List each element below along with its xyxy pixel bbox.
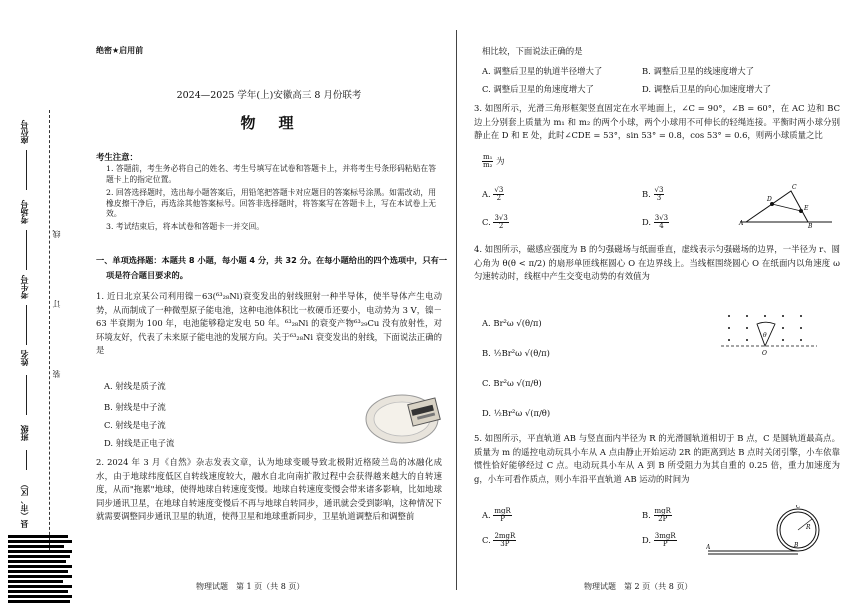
q5-option-c: C. $\frac{\text{2mgR}}{3P}$ (482, 532, 516, 548)
triangle-frame-diagram (736, 180, 836, 228)
underline (26, 450, 27, 470)
section-heading-cont: 项是符合题目要求的。 (106, 270, 188, 280)
q3-option-d: D. $\frac{3√3}{4}$ (642, 214, 669, 230)
q3-option-b: B. $\frac{√3}{3}$ (642, 186, 664, 202)
q4-option-a: A. Br²ω √(θ/π) (482, 318, 542, 328)
question-5-text: 5. 如图所示，平直轨道 AB 与竖直面内半径为 R 的光滑圆轨道相切于 B 点，C 是圆轨道最高点。质量为 m 的遥控电动玩具小车从 A 点由静止开始运动 2R 的距离到达 B 点时关闭引擎，小车依靠惯性恰好能够经过 C 点。电动玩具小车从 A 到 B 所受阻力为其自重的 0.25 倍，重力加速度为 g，小车可看作质点，则小车沿平直轨道 AB 运动的时间为 (474, 433, 840, 484)
radius-label: R (806, 524, 811, 531)
q3-mass-ratio (482, 154, 505, 169)
q1-option-b: B. 射线是中子流 (104, 402, 166, 412)
candidate-number-label: 考生号 (20, 275, 29, 299)
q2-option-d: D. 调整后卫星的向心加速度增大了 (642, 84, 771, 94)
column-divider (456, 30, 457, 590)
question-3-text: 3. 如图所示，光滑三角形框架竖直固定在水平地面上，∠C = 90°，∠B = 60°，在 AC 边和 BC 边上分别套上质量为 m₁ 和 m₂ 的两个小球，两个小球用不可伸长的轻绳连接。平衡时两小球分别静止在 D 和 E 处，此时∠CDE = 53°，sin 53° = 0.8，cos 53° = 0.6，则两小球质量之比 (474, 103, 840, 141)
binding-line (49, 110, 50, 550)
note-3: 3. 考试结束后，将本试卷和答题卡一并交回。 (106, 222, 265, 231)
county-label: 县（市、区） (20, 480, 29, 528)
q4-option-c: C. Br²ω √(π/θ) (482, 378, 542, 388)
question-2-text: 2. 2024 年 3 月《自然》杂志发表文章，认为地球变暖导致北极附近格陵兰岛的冰融化成水，由于地球纬度低区自转线速度较大，融水自北向南扩散过程中会获得越来越大的自转速度，从而"拖累"地球，使得地球自转速度变慢。地球自转速度变慢会带来诸多影响，比如地球同步通讯卫星，在地球自转速度变慢后不再与地球自转同步，通讯就会受到影响，这种情况下就需要调整同步通讯卫星的轨道，使得卫星和地球重新同步，卫星轨道调整后和调整前 (96, 457, 442, 522)
page-2-footer: 物理试题 第 2 页（共 8 页） (584, 582, 693, 591)
page-1-footer: 物理试题 第 1 页（共 8 页） (196, 582, 305, 591)
top-point-label: C (796, 505, 801, 510)
note-1: 1. 答题前，考生务必将自己的姓名、考生号填写在试卷和答题卡上，并将考生号条形码粘贴在答题卡上的指定位置。 (106, 164, 436, 184)
q1-option-d: D. 射线是正电子流 (104, 438, 175, 448)
underline (26, 375, 27, 415)
question-4-text: 4. 如图所示，磁感应强度为 B 的匀强磁场与纸面垂直，虚线表示匀强磁场的边界，一半径为 r、圆心角为 θ(θ < π/2) 的扇形单匝线框圆心 O 在边界线上。当线框围绕圆心 O 在纸面内以角速度 ω 匀速转动时，线框中产生交变电动势的有效值为 (474, 244, 840, 282)
q2-option-a: A. 调整后卫星的轨道半径增大了 (482, 66, 603, 76)
notes-heading: 考生注意： (96, 152, 138, 162)
barcode-image (8, 535, 72, 605)
note-2: 2. 回答选择题时，选出每小题答案后，用铅笔把答题卡对应题目的答案标号涂黑。如需改动，用橡皮擦干净后，再选涂其他答案标号。回答非选择题时，将答案写在答题卡上，写在本试卷上无效。 (106, 188, 436, 219)
question-1-text: 1. 近日北京某公司利用镍－63(⁶³₂₈Ni)衰变发出的射线照射一种半导体，使半导体产生电动势，从而制成了一种微型原子能电池，这种电池体积比一枚硬币还要小，电动势为 3 V，镍－63 半衰期为 100 年，电池能够稳定发电 50 年。⁶³₂₈Ni 的衰变产物⁶³₂₉Cu 没有放射性，对环境友好，代表了未来原子能电池的发展方向。关于⁶³₂₈Ni 衰变发出的射线，下面说法正确的是 (96, 291, 442, 356)
point-label: D (767, 196, 772, 203)
class-label: 班级 (20, 425, 29, 441)
q3-option-a: A. $\frac{√3}{2}$ (482, 186, 504, 202)
vertex-label: B (808, 223, 813, 228)
binding-char-install: 装 (52, 370, 61, 378)
q5-option-a: A. $\frac{\text{mgR}}{P}$ (482, 507, 511, 523)
q2-continuation: 相比较，下面说法正确的是 (482, 46, 583, 56)
q5-option-b: B. $\frac{\text{mgR}}{2P}$ (642, 507, 671, 523)
q1-option-c: C. 射线是电子流 (104, 420, 166, 430)
q4-option-d: D. ½Br²ω √(π/θ) (482, 408, 551, 418)
seat-number-label: 座位号 (20, 120, 29, 144)
exam-title: 2024—2025 学年(上)安徽高三 8 月份联考 (176, 90, 362, 101)
underline (26, 305, 27, 345)
q1-option-a: A. 射线是质子流 (104, 381, 166, 391)
q2-option-b: B. 调整后卫星的线速度增大了 (642, 66, 754, 76)
q5-option-d: D. $\frac{\text{3mgR}}{P}$ (642, 532, 676, 548)
section-heading: 一、单项选择题：本题共 8 小题，每小题 4 分，共 32 分。在每小题给出的四个选项中，只有一 (96, 255, 448, 265)
angle-label: θ (763, 332, 767, 339)
battery-photo (364, 385, 446, 447)
underline (26, 150, 27, 190)
center-label: O (762, 350, 767, 357)
q3-option-c: C. $\frac{3√3}{2}$ (482, 214, 508, 230)
ratio-denominator: m₂ (483, 161, 493, 169)
ratio-numerator: m₁ (483, 153, 493, 161)
underline (26, 230, 27, 270)
confidential-mark: 绝密★启用前 (96, 46, 144, 55)
q2-option-c: C. 调整后卫星的角速度增大了 (482, 84, 594, 94)
vertex-label: C (792, 184, 797, 191)
name-label: 姓名 (20, 350, 29, 366)
q4-option-b: B. ½Br²ω √(θ/π) (482, 348, 550, 358)
point-a-label: A (706, 544, 711, 551)
vertex-label: A (739, 220, 744, 227)
point-b-label: B (794, 542, 799, 549)
subject-title: 物 理 (240, 114, 298, 132)
point-label: E (804, 205, 809, 212)
binding-char-order: 订 (52, 300, 61, 308)
loop-track-diagram (706, 505, 826, 557)
ratio-tail: 为 (496, 156, 505, 166)
magnetic-field-diagram (719, 310, 819, 358)
binding-char-line: 线 (52, 230, 61, 238)
binding-sidebar (0, 0, 80, 608)
exam-room-label: 考场号 (20, 200, 29, 224)
